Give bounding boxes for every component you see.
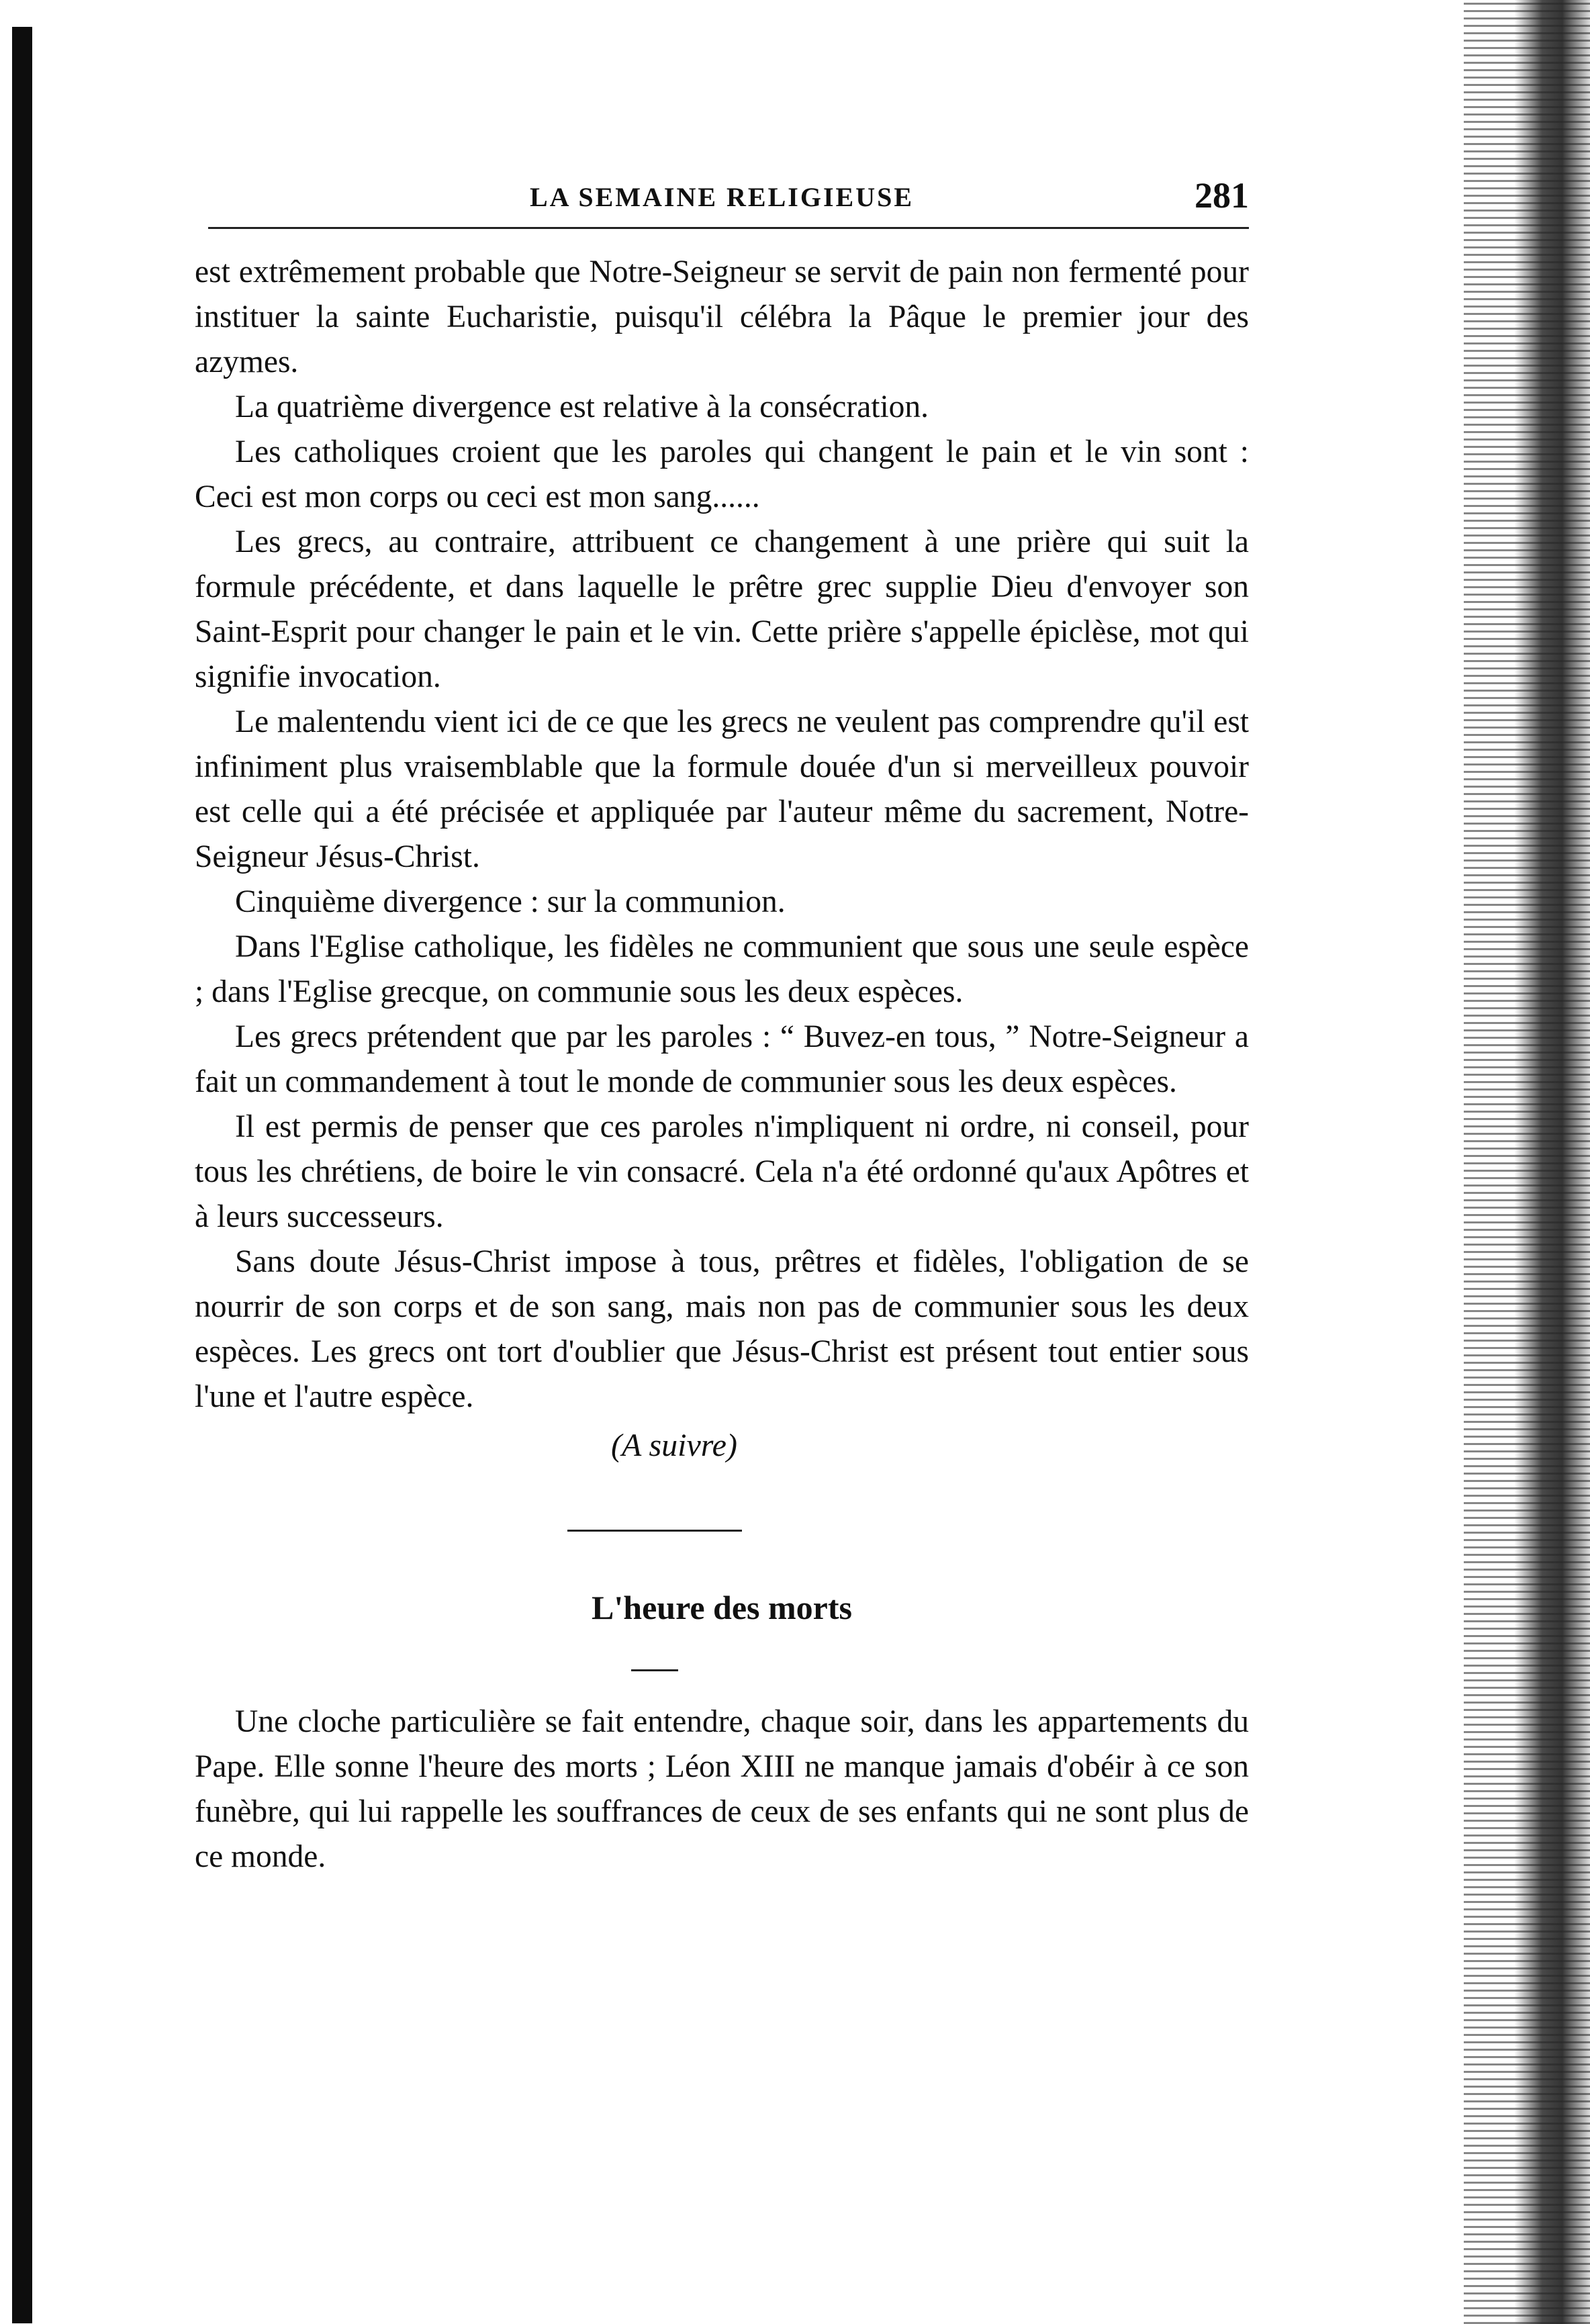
section-title: L'heure des morts [592,1589,852,1626]
title-rule [631,1669,678,1671]
section-divider [567,1530,742,1532]
header-rule [208,227,1249,229]
paragraph: Les grecs prétendent que par les paroles : “ Buvez-en tous, ” Notre-Seigneur a fait un commandement à tout le monde de communier sous les deux espèces. [195,1019,1249,1099]
paragraph: est extrêmement probable que Notre-Seigneur se servit de pain non fermenté pour instituer la sainte Eucharistie, puisqu'il célébra la Pâque le premier jour des azymes. [195,254,1249,379]
paragraph: Une cloche particulière se fait entendre, chaque soir, dans les appartements du Pape. Elle sonne l'heure des morts ; Léon XIII ne manque jamais d'obéir à ce son funèbre, qui lui rappelle les souffrances de ceux de ses enfants qui ne sont plus de ce monde. [195,1704,1249,1874]
paragraph: Le malentendu vient ici de ce que les grecs ne veulent pas comprendre qu'il est infiniment plus vraisemblable que la formule douée d'un si merveilleux pouvoir est celle qui a été précisée et appliquée par l'auteur même du sacrement, Notre-Seigneur Jésus-Christ. [195,704,1249,874]
paragraph: Sans doute Jésus-Christ impose à tous, prêtres et fidèles, l'obligation de se nourrir de son corps et de son sang, mais non pas de communier sous les deux espèces. Les grecs ont tort d'oublier que Jésus-Christ est présent tout entier sous l'une et l'autre espèce. [195,1244,1249,1414]
running-head [195,168,1249,215]
paragraph: Les grecs, au contraire, attribuent ce changement à une prière qui suit la formule précédente, et dans laquelle le prêtre grec supplie Dieu d'envoyer son Saint-Esprit pour changer le pain et le vin. Cette prière s'appelle épiclèse, mot qui signifie invocation. [195,524,1249,694]
to-be-continued: (A suivre) [611,1428,737,1463]
paragraph: La quatrième divergence est relative à la consécration. [235,389,929,424]
page-number: 281 [1195,175,1249,216]
scan-edge-left [12,27,32,2323]
article-body [195,250,1249,1879]
paragraph: Il est permis de penser que ces paroles n'impliquent ni ordre, ni conseil, pour tous les chrétiens, de boire le vin consacré. Cela n'a été ordonné qu'aux Apôtres et à leurs successeurs. [195,1109,1249,1234]
scan-edge-right [1464,0,1590,2324]
paragraph: Les catholiques croient que les paroles qui changent le pain et le vin sont : Ceci est mon corps ou ceci est mon sang...... [195,434,1249,514]
book-page [195,168,1249,1879]
paragraph: Cinquième divergence : sur la communion. [235,884,786,919]
section-body [195,1700,1249,1879]
paragraph: Dans l'Eglise catholique, les fidèles ne communient que sous une seule espèce ; dans l'Eglise grecque, on communie sous les deux espèces. [195,929,1249,1009]
running-title: LA SEMAINE RELIGIEUSE [529,182,915,212]
